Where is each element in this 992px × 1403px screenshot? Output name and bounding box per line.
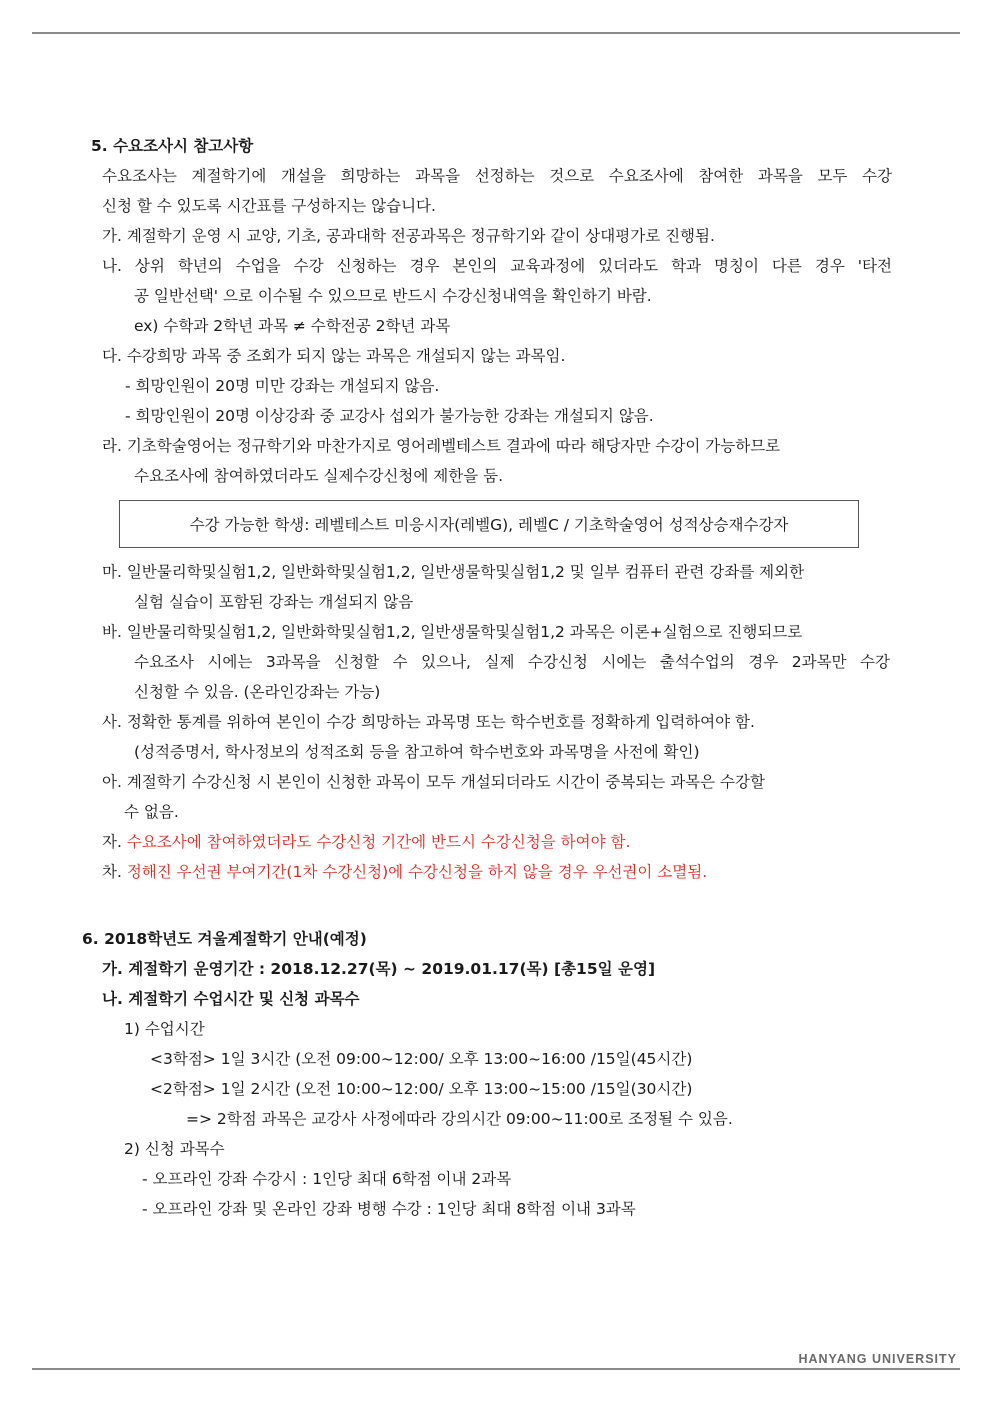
course-count-offline: - 오프라인 강좌 수강시 : 1인당 최대 6학점 이내 2과목 [142, 1170, 512, 1188]
item-cha [102, 862, 707, 882]
eligible-students-text: 수강 가능한 학생: 레벨테스트 미응시자(레벨G), 레벨C / 기초학술영어 성적상승재수강자 [189, 516, 789, 534]
item-ja [102, 832, 630, 852]
item-ma-line2: 실험 실습이 포함된 강좌는 개설되지 않음 [134, 593, 414, 611]
item-cha-prefix: 차. [102, 863, 127, 881]
university-logo: HANYANG UNIVERSITY [798, 1352, 957, 1366]
item-ba-line1: 바. 일반물리학및실험1,2, 일반화학및실험1,2, 일반생물학및실험1,2 과목은 이론+실험으로 진행되므로 [102, 623, 803, 641]
item-ra-line1: 라. 기초학술영어는 정규학기와 마찬가지로 영어레벨테스트 결과에 따라 해당자만 수강이 가능하므로 [102, 437, 781, 455]
section6-hours-heading: 나. 계절학기 수업시간 및 신청 과목수 [102, 990, 360, 1008]
item-na-line1: 나. 상위 학년의 수업을 수강 신청하는 경우 본인의 교육과정에 있더라도 학과 명칭이 다른 경우 '타전 [102, 257, 892, 275]
class-time-3credit: <3학점> 1일 3시간 (오전 09:00~12:00/ 오후 13:00~16:00 /15일(45시간) [150, 1050, 693, 1068]
item-sa-line1: 사. 정확한 통계를 위하여 본인이 수강 희망하는 과목명 또는 학수번호를 정확하게 입력하여야 함. [102, 713, 755, 731]
item-sa-line2: (성적증명서, 학사정보의 성적조회 등을 참고하여 학수번호와 과목명을 사전에 확인) [134, 743, 700, 761]
item-cha-text: 정해진 우선권 부여기간(1차 수강신청)에 수강신청을 하지 않을 경우 우선권이 소멸됨. [126, 863, 708, 881]
class-time-heading: 1) 수업시간 [124, 1020, 205, 1038]
item-a-line2: 수 없음. [124, 803, 179, 821]
item-ba-line3: 신청할 수 있음. (온라인강좌는 가능) [134, 683, 381, 701]
course-count-combined: - 오프라인 강좌 및 온라인 강좌 병행 수강 : 1인당 최대 8학점 이내 3과목 [142, 1200, 636, 1218]
item-na-line2: 공 일반선택' 으로 이수될 수 있으므로 반드시 수강신청내역을 확인하기 바람. [134, 287, 652, 305]
item-da-sub2: - 희망인원이 20명 이상강좌 중 교강사 섭외가 불가능한 강좌는 개설되지 않음. [125, 407, 654, 425]
item-ja-prefix: 자. [102, 833, 127, 851]
section5-intro-line2: 신청 할 수 있도록 시간표를 구성하지는 않습니다. [102, 197, 436, 215]
section5-title: 5. 수요조사시 참고사항 [91, 137, 254, 155]
eligible-students-box [119, 500, 859, 548]
item-na-example: ex) 수학과 2학년 과목 ≠ 수학전공 2학년 과목 [134, 317, 451, 335]
section6-period: 가. 계절학기 운영기간 : 2018.12.27(목) ~ 2019.01.17(목) [총15일 운영] [102, 960, 656, 978]
header-rule [32, 32, 960, 34]
item-ra-line2: 수요조사에 참여하였더라도 실제수강신청에 제한을 둠. [134, 467, 504, 485]
class-time-2credit: <2학점> 1일 2시간 (오전 10:00~12:00/ 오후 13:00~15:00 /15일(30시간) [150, 1080, 693, 1098]
course-count-heading: 2) 신청 과목수 [124, 1140, 225, 1158]
item-da-sub1: - 희망인원이 20명 미만 강좌는 개설되지 않음. [125, 377, 440, 395]
item-a-line1: 아. 계절학기 수강신청 시 본인이 신청한 과목이 모두 개설되더라도 시간이 중복되는 과목은 수강할 [102, 773, 765, 791]
item-ja-text: 수요조사에 참여하였더라도 수강신청 기간에 반드시 수강신청을 하여야 함. [126, 833, 631, 851]
item-ga: 가. 계절학기 운영 시 교양, 기초, 공과대학 전공과목은 정규학기와 같이 상대평가로 진행됨. [102, 227, 715, 245]
item-da: 다. 수강희망 과목 중 조회가 되지 않는 과목은 개설되지 않는 과목임. [102, 347, 566, 365]
section6-title: 6. 2018학년도 겨울계절학기 안내(예정) [82, 930, 367, 948]
item-ma-line1: 마. 일반물리학및실험1,2, 일반화학및실험1,2, 일반생물학및실험1,2 및 일부 컴퓨터 관련 강좌를 제외한 [102, 563, 805, 581]
item-ba-line2: 수요조사 시에는 3과목을 신청할 수 있으나, 실제 수강신청 시에는 출석수업의 경우 2과목만 수강 [134, 653, 890, 671]
footer-rule [32, 1368, 960, 1370]
section5-intro-line1: 수요조사는 계절학기에 개설을 희망하는 과목을 선정하는 것으로 수요조사에 참여한 과목을 모두 수강 [102, 167, 892, 185]
class-time-note: => 2학점 과목은 교강사 사정에따라 강의시간 09:00~11:00로 조정될 수 있음. [186, 1110, 733, 1128]
